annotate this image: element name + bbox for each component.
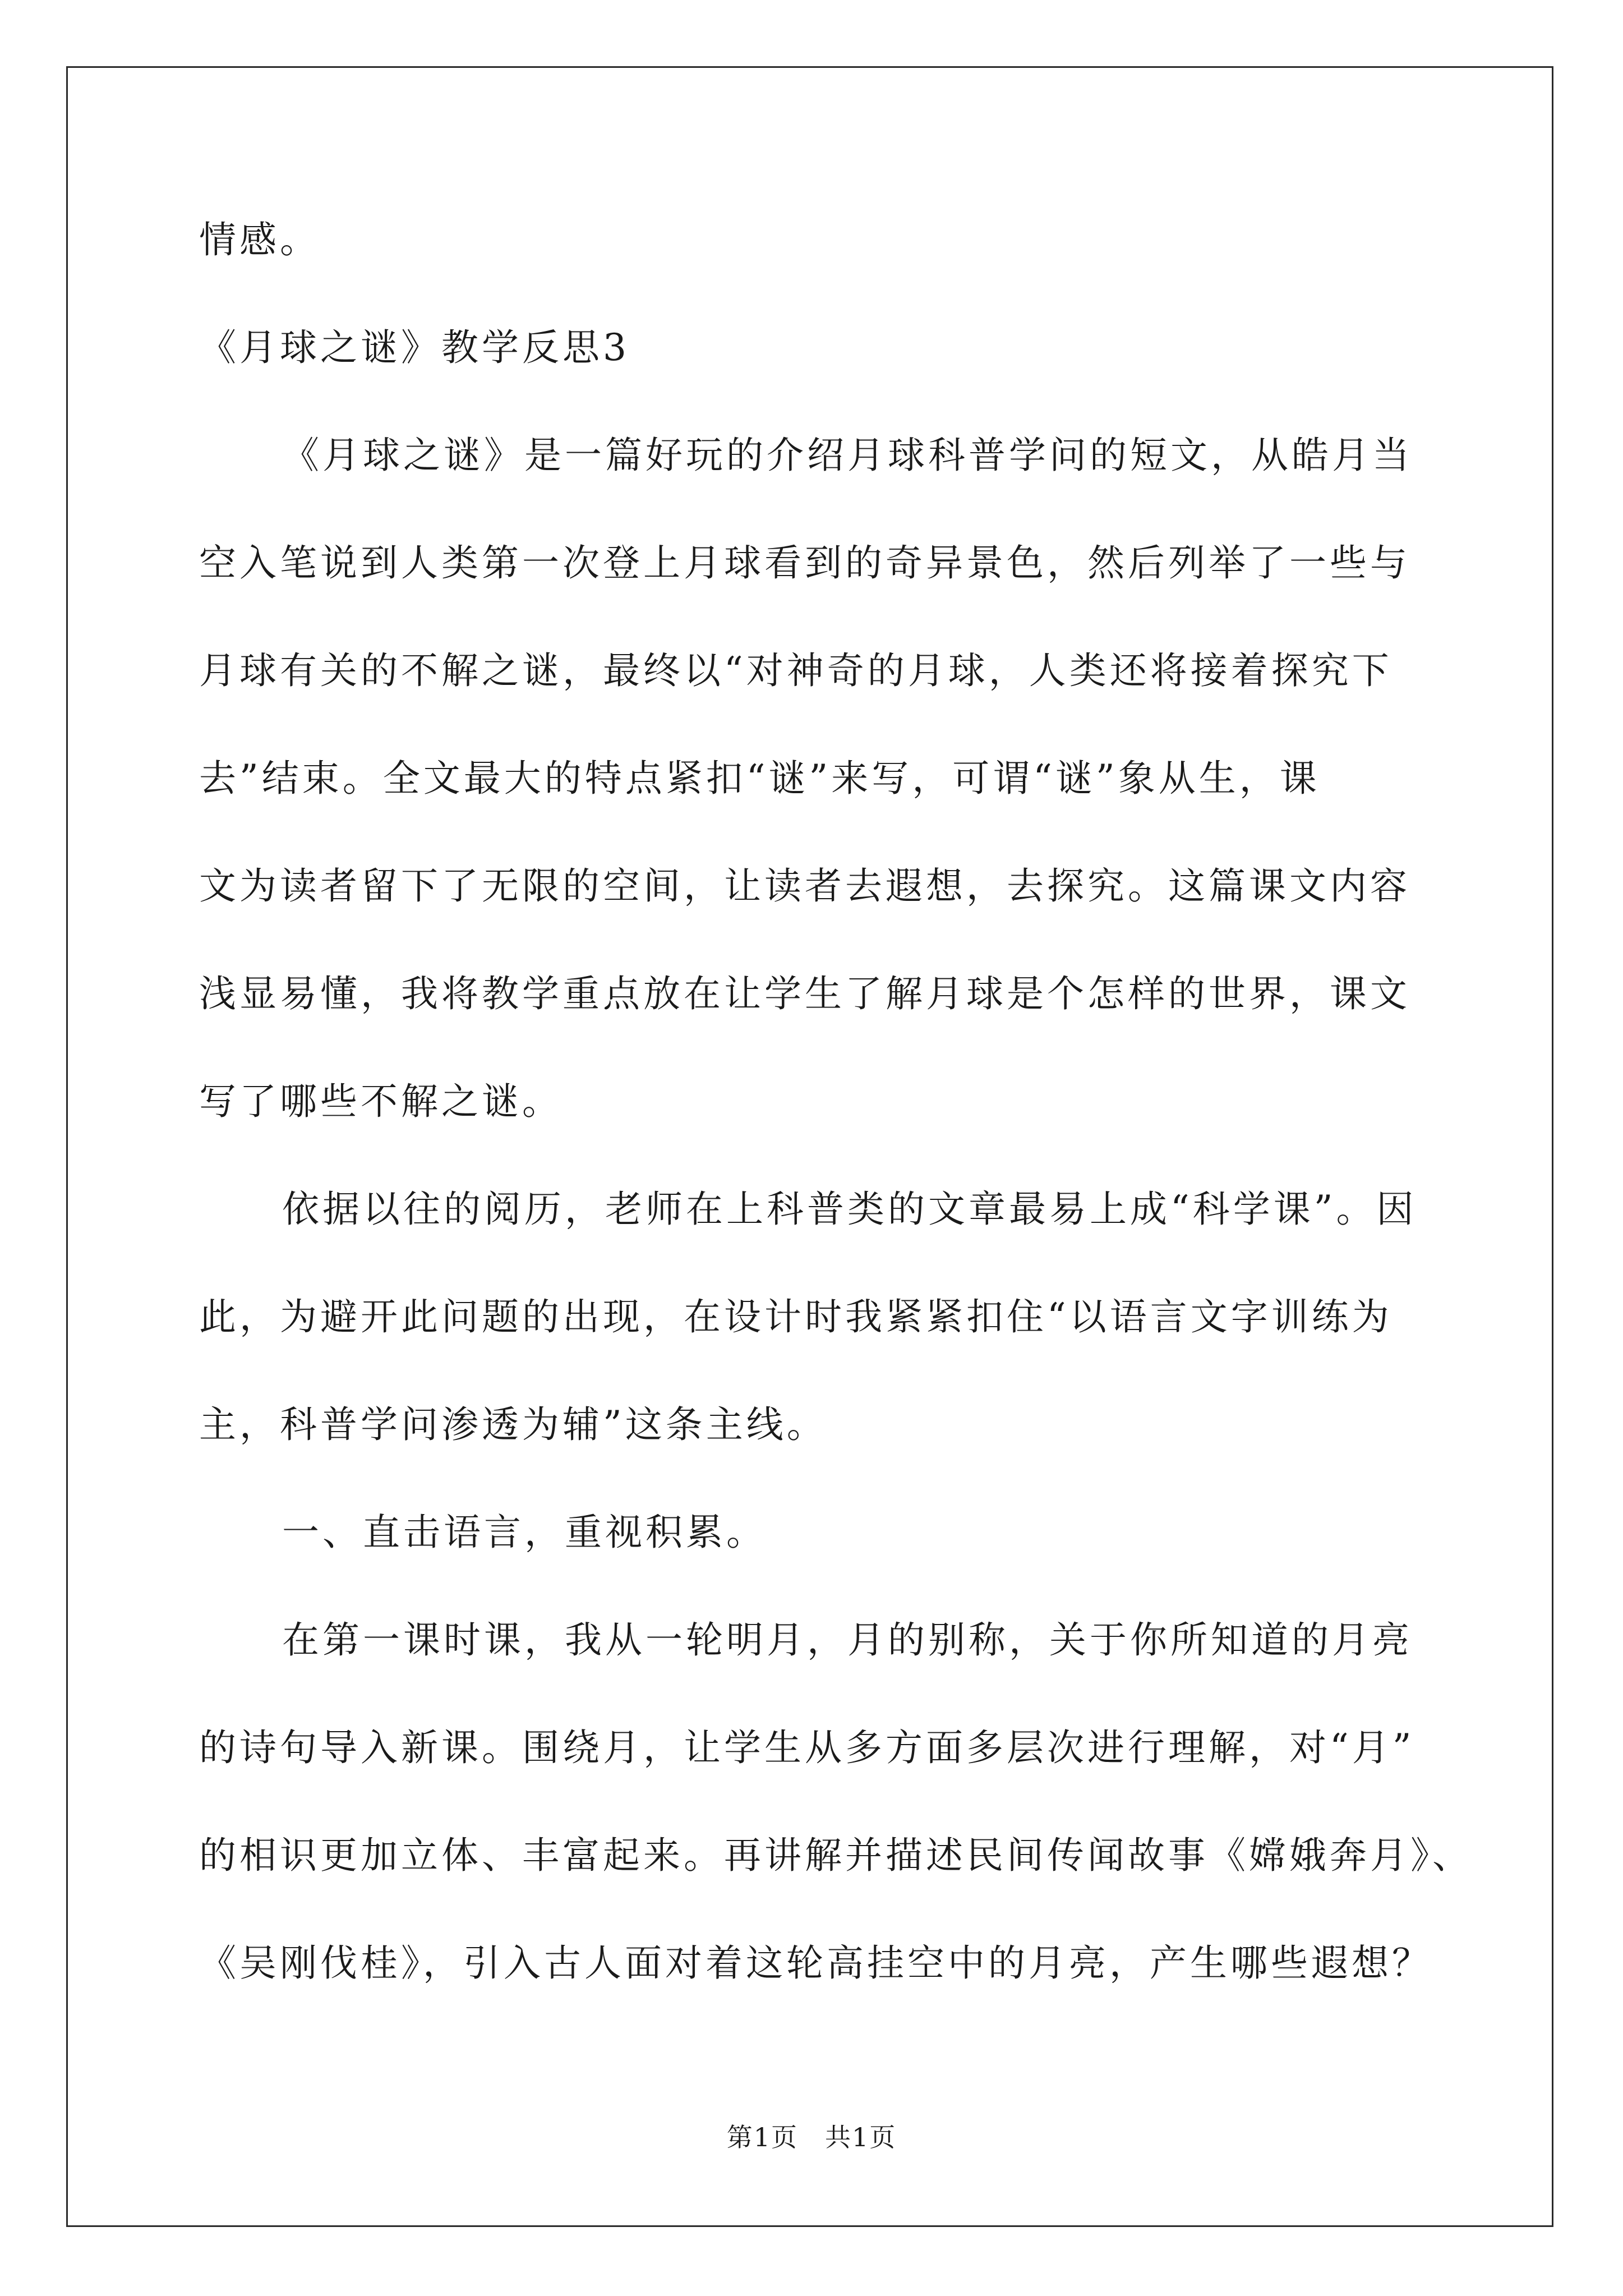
text-line: 主，科普学问渗透为辅”这条主线。 — [199, 1403, 827, 1446]
text-line: 依据以往的阅历，老师在上科普类的文章最易上成“科学课”。因 — [282, 1188, 1417, 1231]
text-line: 情感。 — [199, 218, 320, 261]
text-line: 的诗句导入新课。围绕月，让学生从多方面多层次进行理解，对“月” — [199, 1726, 1415, 1769]
heading-line: 《月球之谜》教学反思3 — [199, 326, 630, 369]
text-line: 去”结束。全文最大的特点紧扣“谜”来写，可谓“谜”象从生，课 — [199, 757, 1320, 800]
text-line: 一、直击语言，重视积累。 — [282, 1511, 767, 1554]
paragraph — [199, 1506, 1422, 1559]
text-line: 在第一课时课，我从一轮明月，月的别称，关于你所知道的月亮 — [282, 1618, 1413, 1662]
text-line: 此，为避开此问题的出现，在设计时我紧紧扣住“以语言文字训练为 — [199, 1295, 1393, 1338]
text-line: 文为读者留下了无限的空间，让读者去遐想，去探究。这篇课文内容 — [199, 864, 1410, 908]
text-line: 浅显易懂，我将教学重点放在让学生了解月球是个怎样的世界，课文 — [199, 972, 1410, 1015]
paragraph — [199, 1613, 1473, 1990]
section-heading — [199, 321, 1422, 375]
page-number-footer: 第1页 共1页 — [726, 2122, 897, 2152]
paragraph — [199, 1182, 1422, 1452]
text-line: 写了哪些不解之谜。 — [199, 1080, 562, 1123]
text-line: 的相识更加立体、丰富起来。再讲解并描述民间传闻故事《嫦娥奔月》、 — [199, 1834, 1473, 1877]
paragraph — [199, 429, 1422, 1129]
paragraph — [199, 213, 1422, 267]
text-line: 空入笔说到人类第一次登上月球看到的奇异景色，然后列举了一些与 — [199, 541, 1410, 585]
document-body — [199, 213, 1473, 1990]
text-line: 《月球之谜》是一篇好玩的介绍月球科普学问的短文，从皓月当 — [282, 434, 1413, 477]
text-line: 《吴刚伐桂》，引入古人面对着这轮高挂空中的月亮，产生哪些遐想？ — [199, 1941, 1432, 1985]
text-line: 月球有关的不解之谜，最终以“对神奇的月球，人类还将接着探究下 — [199, 649, 1393, 692]
